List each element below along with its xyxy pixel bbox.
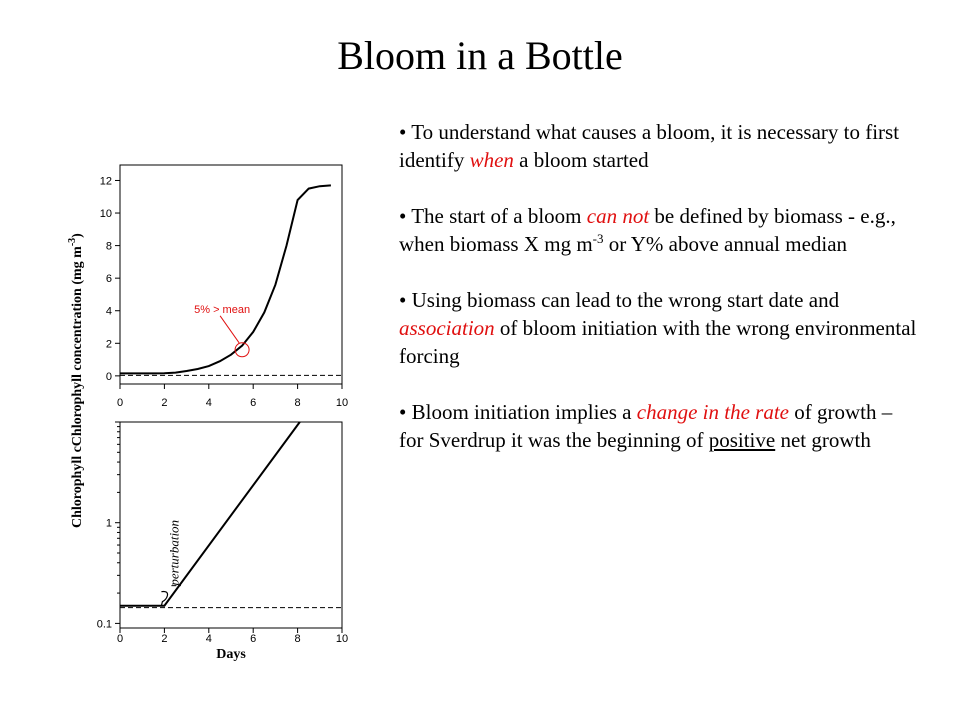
x-tick-label: 4 xyxy=(205,633,212,645)
slide-title: Bloom in a Bottle xyxy=(337,33,623,78)
y-axis-label xyxy=(67,233,85,528)
plot-frame xyxy=(120,165,342,384)
x-tick-label: 0 xyxy=(116,397,124,409)
x-tick-label: 4 xyxy=(205,397,212,409)
bullet-4-text: • Bloom initiation implies a xyxy=(399,400,637,424)
bullet-4-text-mid: of growth – for Sverdrup it was the beginning of xyxy=(399,400,893,452)
x-tick-label: 10 xyxy=(335,397,349,409)
bullet-2-superscript: -3 xyxy=(592,231,604,246)
y-tick-label: 2 xyxy=(105,338,112,351)
x-tick-label: 6 xyxy=(250,633,257,645)
bullet-2-text-end: or Y% above annual median xyxy=(603,232,848,256)
y-tick-label: 1 xyxy=(105,517,112,530)
bullet-4-emphasis: change in the rate xyxy=(636,400,789,424)
bullet-1-text-end: a bloom started xyxy=(513,148,649,172)
plot-frame xyxy=(120,422,342,628)
bullet-1-text: • To understand what causes a bloom, it is necessary to first identify xyxy=(399,120,900,172)
x-tick-label: 10 xyxy=(335,633,349,645)
y-tick-label: 6 xyxy=(105,273,112,286)
x-tick-label: 8 xyxy=(294,633,301,645)
y-tick-label: 10 xyxy=(99,208,112,221)
bullet-1-emphasis: when xyxy=(469,148,514,172)
x-axis-label: Days xyxy=(216,647,246,662)
perturbation-label: perturbation xyxy=(166,519,182,586)
y-tick-label: 8 xyxy=(105,240,112,253)
bullet-2-emphasis: can not xyxy=(586,204,650,228)
x-tick-label: 2 xyxy=(161,633,168,645)
chart-log xyxy=(97,422,348,645)
y-axis-label-text: Chlorophyll cChlorophyll concentration (mg m xyxy=(70,246,85,528)
annotation-pointer xyxy=(220,316,239,343)
x-tick-label: 8 xyxy=(294,397,301,409)
x-tick-label: 0 xyxy=(116,633,124,645)
bullet-4-underlined: positive xyxy=(708,428,776,452)
bullet-3-text-end: of bloom initiation with the wrong environmental forcing xyxy=(399,316,917,368)
y-axis-label-close: ) xyxy=(70,233,85,238)
chart-linear xyxy=(100,165,348,409)
y-axis-label-superscript: -3 xyxy=(67,237,78,247)
bullet-4-text-end: net growth xyxy=(775,428,871,452)
y-tick-label: 12 xyxy=(99,175,112,188)
annotation-label: 5% > mean xyxy=(194,303,251,316)
bullet-3-emphasis: association xyxy=(399,316,495,340)
x-tick-label: 6 xyxy=(250,397,257,409)
bullet-2-text-mid: be defined by biomass - e.g., when biomass X mg m xyxy=(399,204,896,256)
series-line xyxy=(120,185,331,373)
y-tick-label: 0.1 xyxy=(96,618,112,631)
y-tick-label: 4 xyxy=(105,305,112,318)
y-tick-label: 0 xyxy=(105,370,112,383)
series-line xyxy=(120,422,300,606)
x-tick-label: 2 xyxy=(161,397,168,409)
bullet-3-text: • Using biomass can lead to the wrong start date and xyxy=(399,288,840,312)
bullet-2-text: • The start of a bloom xyxy=(399,204,587,228)
